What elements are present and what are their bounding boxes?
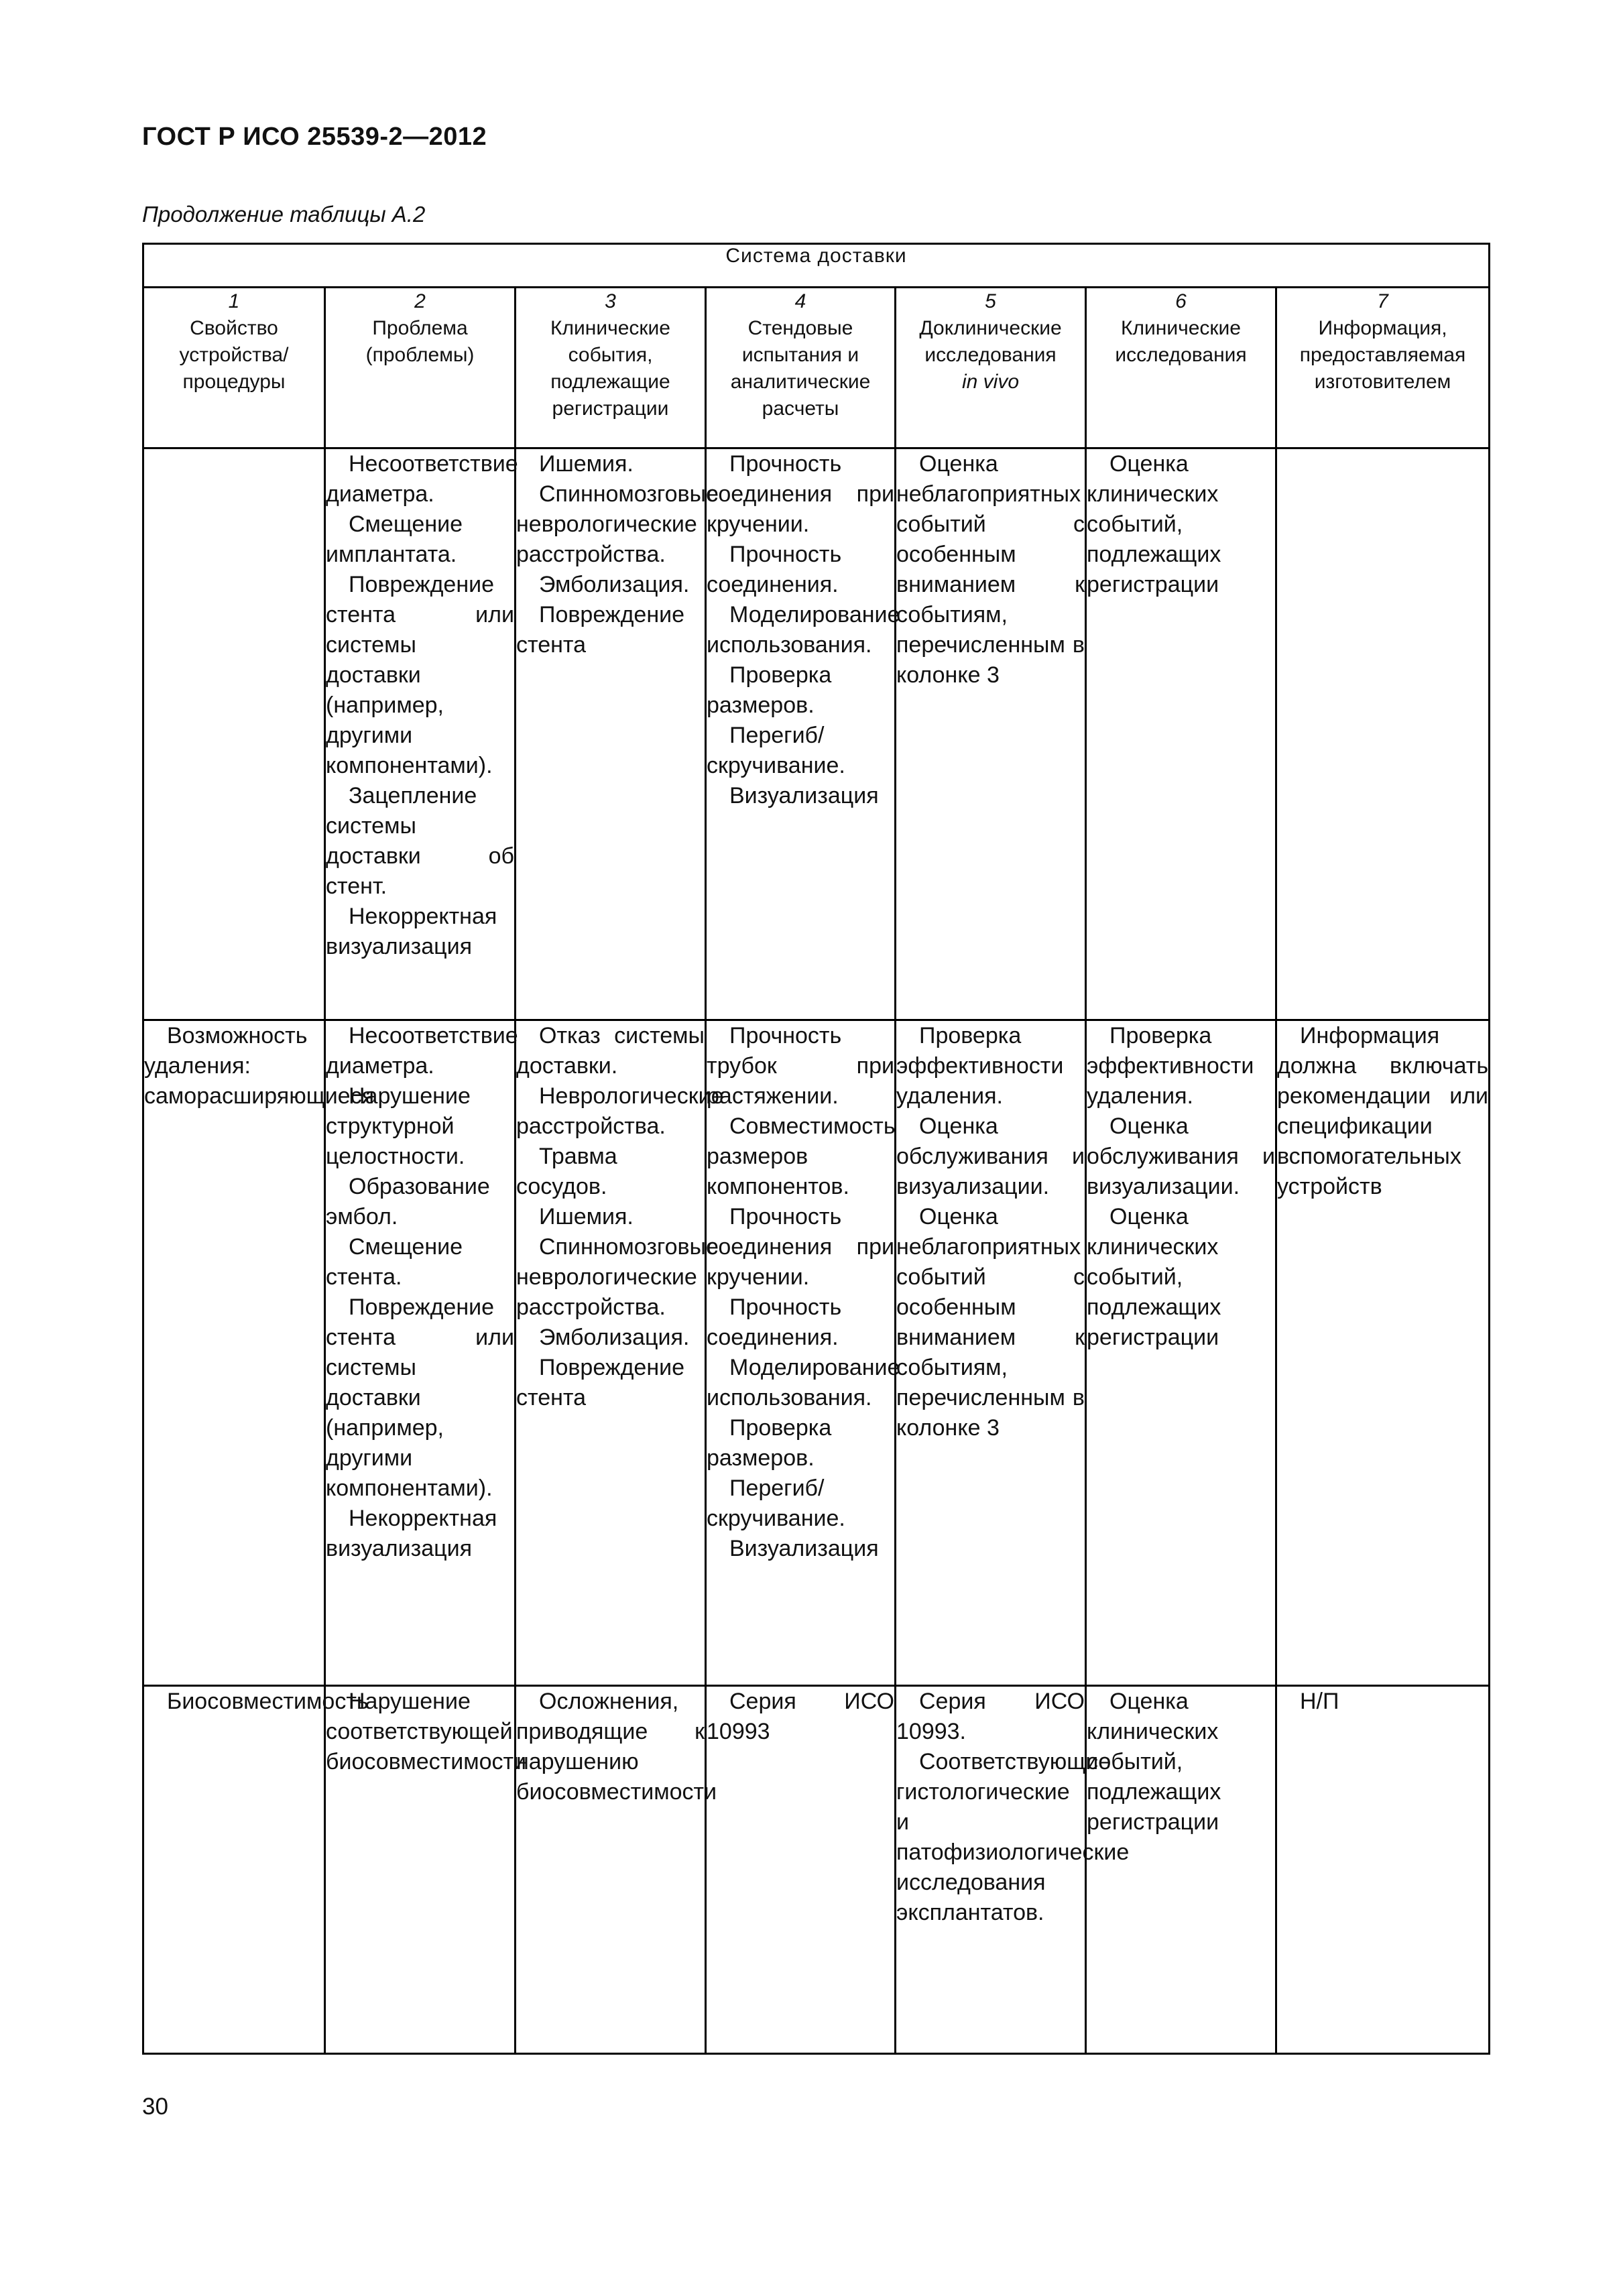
column-header [706,288,896,448]
cell-paragraph: Повреждение стента [516,1355,685,1410]
cell-paragraph: Повреждение стента или системы доставки (например, другими компонентами). [326,1294,514,1501]
table-cell [143,448,325,1020]
cell-paragraph: Перегиб/ скручивание. [707,1475,845,1531]
cell-paragraph: Несоответствие диаметра. [326,451,518,507]
column-header [325,288,516,448]
cell-paragraph: Совместимость размеров компонентов. [707,1113,896,1199]
column-title: Доклинические исследования [919,317,1062,366]
column-number: 1 [228,290,240,312]
table-cell [1086,1686,1276,2054]
cell-paragraph: Оценка неблагоприятных событий с особенным вниманием к событиям, перечисленным в колонке 3 [896,451,1085,688]
column-title: Свойство устройства/ процедуры [179,317,289,393]
table-cell [1276,1020,1490,1686]
column-title: Стендовые испытания и аналитические расчеты [730,317,871,420]
table-cell [1276,1686,1490,2054]
cell-paragraph: Зацепление системы доставки об стент. [326,783,514,899]
document-code: ГОСТ Р ИСО 25539-2—2012 [142,123,487,151]
cell-paragraph: Ишемия. [539,451,634,477]
table-cell [1276,448,1490,1020]
cell-paragraph: Моделирование использования. [707,602,900,658]
cell-paragraph: Прочность соединения. [707,1294,842,1350]
cell-paragraph: Оценка неблагоприятных событий с особенным вниманием к событиям, перечисленным в колонке 3 [896,1204,1085,1441]
cell-paragraph: Информация должна включать рекомендации или спецификации вспомогательных устройств [1277,1023,1489,1199]
table-cell [143,1686,369,2054]
column-title: Информация, предоставляемая изготовителем [1299,317,1466,393]
table-row [143,1686,1490,2054]
cell-paragraph: Моделирование использования. [707,1355,900,1410]
column-header [1086,288,1276,448]
cell-paragraph: Повреждение стента или системы доставки (например, другими компонентами). [326,572,514,778]
cell-paragraph: Повреждение стента [516,602,685,658]
cell-paragraph: Эмболизация. [539,572,690,597]
table-cell [706,448,900,1020]
table-caption: Продолжение таблицы А.2 [142,202,426,227]
cell-paragraph: Визуализация [729,783,879,808]
cell-paragraph: Несоответствие диаметра. [326,1023,518,1079]
cell-paragraph: Биосовместимость [167,1689,369,1714]
cell-paragraph: Спинномозговые неврологические расстройства. [516,481,719,567]
cell-paragraph: Проверка размеров. [707,1415,832,1471]
table-cell [516,448,719,1020]
table-cell [325,448,516,1020]
column-header [516,288,706,448]
table-cell [706,1020,900,1686]
cell-paragraph: Возможность удаления: саморасширяющиеся [144,1023,375,1109]
column-number: 5 [985,290,996,312]
table-cell [896,1686,1130,2054]
cell-paragraph: Оценка обслуживания и визуализации. [896,1113,1085,1199]
cell-paragraph: Соответствующие гистологические и патофизиологические исследования эксплантатов. [896,1749,1130,1925]
cell-paragraph: Н/П [1300,1689,1339,1714]
cell-paragraph: Прочность трубок при растяжении. [707,1023,894,1109]
cell-paragraph: Оценка клинических событий, подлежащих регистрации [1087,1689,1221,1835]
cell-paragraph: Серия ИСО 10993. [896,1689,1085,1744]
cell-paragraph: Некорректная визуализация [326,904,497,959]
column-number: 4 [794,290,806,312]
table-cell [706,1686,896,2054]
cell-paragraph: Смещение стента. [326,1234,463,1290]
cell-paragraph: Перегиб/ скручивание. [707,723,845,778]
table-cell [896,1020,1086,1686]
cell-paragraph: Оценка обслуживания и визуализации. [1087,1113,1275,1199]
table-cell [516,1686,717,2054]
cell-paragraph: Ишемия. [539,1204,634,1229]
cell-paragraph: Неврологические расстройства. [516,1083,724,1139]
cell-paragraph: Осложнения, приводящие к нарушению биосовместимости [516,1689,717,1805]
column-number: 2 [414,290,426,312]
column-title: Клинические события, подлежащие регистрации [550,317,670,420]
cell-paragraph: Прочность соединения. [707,542,842,597]
cell-paragraph: Нарушение структурной целостности. [326,1083,471,1169]
cell-paragraph: Отказ системы доставки. [516,1023,705,1079]
table-row [143,448,1490,1020]
column-number: 6 [1175,290,1187,312]
cell-paragraph: Эмболизация. [539,1325,690,1350]
column-title: Проблема (проблемы) [365,317,475,366]
cell-paragraph: Оценка клинических событий, подлежащих регистрации [1087,1204,1221,1350]
table-group-title: Система доставки [143,244,1490,288]
cell-paragraph: Проверка размеров. [707,662,832,718]
table-cell [896,448,1086,1020]
table-cell [143,1020,375,1686]
cell-paragraph: Проверка эффективности удаления. [1087,1023,1254,1109]
column-number: 3 [605,290,616,312]
cell-paragraph: Прочность соединения при кручении. [707,451,894,537]
column-number: 7 [1377,290,1388,312]
column-title-italic: in vivo [961,371,1020,393]
column-header [896,288,1086,448]
page-number: 30 [142,2094,168,2120]
cell-paragraph: Оценка клинических событий, подлежащих регистрации [1087,451,1221,597]
cell-paragraph: Серия ИСО 10993 [707,1689,894,1744]
table-cell [325,1686,527,2054]
cell-paragraph: Спинномозговые неврологические расстройства. [516,1234,719,1320]
cell-paragraph: Прочность соединения при кручении. [707,1204,894,1290]
column-title: Клинические исследования [1115,317,1247,366]
column-header [1276,288,1490,448]
cell-paragraph: Некорректная визуализация [326,1506,497,1561]
column-header-row [143,288,1490,448]
cell-paragraph: Образование эмбол. [326,1174,490,1229]
cell-paragraph: Визуализация [729,1536,879,1561]
table-cell [325,1020,516,1686]
cell-paragraph: Смещение имплантата. [326,511,463,567]
requirements-table [142,243,1490,2055]
table-cell [1086,1020,1276,1686]
table-cell [1086,448,1276,1020]
cell-paragraph: Проверка эффективности удаления. [896,1023,1064,1109]
cell-paragraph: Травма сосудов. [516,1144,617,1199]
column-header [143,288,325,448]
table-cell [516,1020,724,1686]
table-row [143,1020,1490,1686]
cell-paragraph: Нарушение соответствующей биосовместимости [326,1689,527,1774]
